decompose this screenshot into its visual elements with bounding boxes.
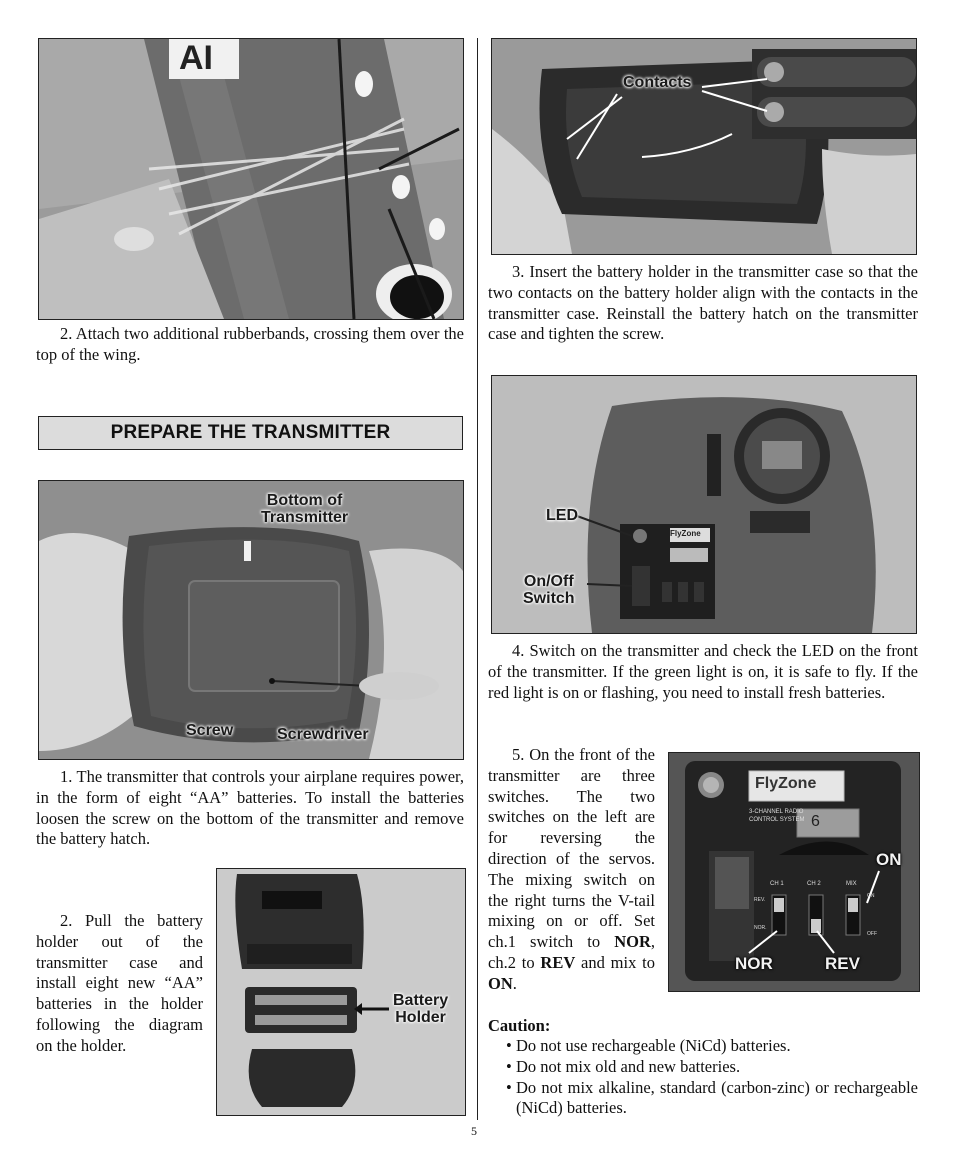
step2-wing-text: 2. Attach two additional rubberbands, crossing them over the top of the wing. [36,324,464,364]
caution-list [506,1036,918,1119]
section-title: PREPARE THE TRANSMITTER [38,416,463,450]
label-screwdriver: Screwdriver [277,726,369,743]
label-on-off-switch: On/Off Switch [523,573,575,607]
caution-title: Caution: [488,1016,551,1035]
switches-photo [668,752,920,992]
label-bottom-of-transmitter: Bottom of Transmitter [261,492,349,526]
wing-rubberband-photo [38,38,464,320]
label-battery-holder: Battery Holder [393,992,449,1026]
step2-holder-text: 2. Pull the battery holder out of the transmitter case and install eight new “AA” batteries in the holder following the diagram on the holder. [36,911,203,1055]
contacts-photo [491,38,917,255]
caution-item: • Do not mix alkaline, standard (carbon-zinc) or rechargeable (NiCd) batteries. [506,1077,918,1118]
step1-text: 1. The transmitter that controls your airplane requires power, in the form of eight “AA” batteries. To install the batteries loosen the screw on the bottom of the transmitter and remove the battery hatch. [36,767,464,849]
transmitter-front-photo [491,375,917,634]
label-on: ON [876,850,902,869]
transmitter-bottom-photo [38,480,464,760]
battery-holder-photo [216,868,466,1116]
ch1-label: CH 1 [770,881,784,887]
step5-text: 5. On the front of the transmitter are three switches. The two switches on the left are for reversing the direction of the servos. The mixing switch on the right turns the V-tail mixing on or off. Set ch.1 switch to NOR, ch.2 to REV and mix to ON. [488,745,655,993]
label-rev: REV [825,954,860,973]
on-setting: ON [488,973,513,993]
on-small-label: ON [867,893,875,899]
svg-text:AI: AI [179,39,213,77]
label-contacts: Contacts [623,74,692,91]
ch2-label: CH 2 [807,881,821,887]
label-nor: NOR [735,954,773,973]
label-led: LED [546,507,578,524]
rev-setting: REV [540,952,576,972]
nor-setting: NOR [614,932,651,952]
brand-badge: FlyZone [670,529,701,538]
rev-small-label: REV. [754,897,766,903]
switch-panel-brand: FlyZone [755,775,817,792]
nor-small-label: NOR. [754,925,767,931]
step3-text: 3. Insert the battery holder in the transmitter case so that the two contacts on the battery holder align with the contacts in the transmitter case. Reinstall the battery hatch on the transmitter case and tighten the screw. [488,262,918,344]
step4-text: 4. Switch on the transmitter and check the LED on the front of the transmitter. If the green light is on, it is safe to fly. If the red light is on or flashing, you need to install fresh batteries. [488,641,918,702]
label-screw: Screw [186,722,234,739]
page-number: 5 [471,1124,477,1138]
column-divider [477,38,478,1120]
switch-panel-caption: 3-CHANNEL RADIO CONTROL SYSTEM [749,809,805,823]
caution-item: • Do not use rechargeable (NiCd) batteries. [506,1036,791,1055]
off-small-label: OFF [867,931,877,937]
mix-label: MIX [846,881,857,887]
channel-display: 6 [811,813,820,830]
caution-item: • Do not mix old and new batteries. [506,1056,741,1076]
